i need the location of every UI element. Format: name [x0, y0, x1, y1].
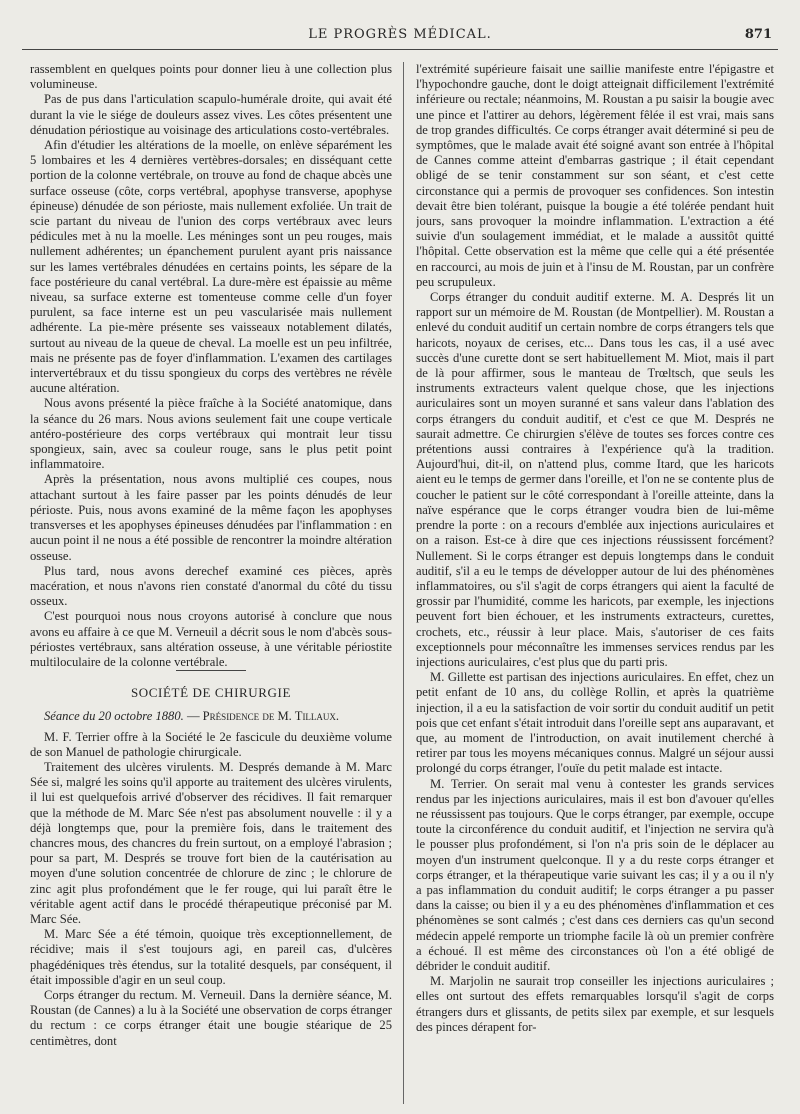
section-title: SOCIÉTÉ DE CHIRURGIE [130, 685, 292, 701]
paragraph: Après la présentation, nous avons multiplié ces coupes, nous attachant surtout à les faire passer par les points dénudés de leur périoste. Puis, nous avons examiné de la même façon les apophyses transverses et les apophyses épineuses dénudées par l'inflammation : en aucun point il ne nous a été possible de rencontrer la moindre altération osseuse. [30, 472, 392, 563]
left-column [30, 62, 392, 1104]
page-header [22, 24, 778, 50]
paragraph: Pas de pus dans l'articulation scapulo-humérale droite, qui avait été durant la vie le siége de douleurs assez vives. Les côtes présentent une dénudation périostique au voisinage des articulations costo-vertébrales. [30, 92, 392, 137]
journal-title: LE PROGRÈS MÉDICAL. [308, 27, 492, 42]
column-divider [403, 62, 404, 1104]
section-rule [176, 670, 246, 671]
paragraph: Traitement des ulcères virulents. M. Després demande à M. Marc Sée si, malgré les soins qu'il apporte au traitement des ulcères virulents, il lui est quelquefois arrivé d'observer des récidives. Il fait remarquer que la méthode de M. Marc Sée n'est pas absolument nouvelle : il y a déjà longtemps que, pour la première fois, dans le traitement des chancres mous, des chancres du frein surtout, on a employé l'abrasion ; pour sa part, M. Després se trouve fort bien de la cautérisation au moyen d'une solution concentrée de chlorure de zinc ; le chlorure de zinc agit plus profondément que le fer rouge, qui lui paraît être le véritable agent actif dans le procédé thérapeutique préconisé par M. Marc Sée. [30, 759, 392, 926]
paragraph: M. Marc Sée a été témoin, quoique très exceptionnellement, de récidive; mais il s'est toujours agi, en pareil cas, d'ulcères phagédéniques très étendus, sur la totalité desquels, par conséquent, il était impossible d'agir en un seul coup. [30, 927, 392, 987]
paragraph: Nous avons présenté la pièce fraîche à la Société anatomique, dans la séance du 26 mars. Nous avions seulement fait une coupe verticale antéro-postérieure des corps vertébraux qui montrait leur tissu spongieux, sain, avec sa couleur rouge, sans le plus petit point inflammatoire. [30, 396, 392, 472]
paragraph: C'est pourquoi nous nous croyons autorisé à conclure que nous avons eu affaire à ce que M. Verneuil a décrit sous le nom d'abcès sous-périostes vertébraux, sans altération osseuse, à une véritable périostite multiloculaire de la colonne vertébrale. [30, 609, 392, 669]
paragraph: M. Gillette est partisan des injections auriculaires. En effet, chez un petit enfant de 10 ans, du collège Rollin, et après la quatrième injection, il a eu la satisfaction de voir sortir du conduit auditif un petit pois que cet enfant s'était introduit dans l'oreille sept ans auparavant, et que, au moment de l'introduction, on avait inutilement cherché à retirer par tous les moyens mécaniques connus. Malgré un séjour aussi prolongé du corps étranger, l'ouïe du petit malade est intacte. [416, 670, 774, 776]
text-columns [30, 62, 774, 1104]
paragraph: l'extrémité supérieure faisait une saillie manifeste entre l'épigastre et l'hypochondre gauche, dont le doigt atteignait difficilement l'extrémité inférieure ou rectale; néanmoins, M. Roustan a pu saisir la bougie avec une pince et l'attirer au dehors, légèrement fêlée il est vrai, mais sans de trop grandes difficultés. Ce corps étranger avait déterminé si peu de symptômes, que le malade avait été soigné avant son entrée à l'hôpital de Cannes comme atteint d'embarras gastrique ; il était cependant obligé de se tenir constamment sur son séant, et c'est cette circonstance qui a permis de provoquer ses confidences. Son intestin devait être bien tolérant, puisque la bougie a été tolérée pendant huit jours, sans provoquer la moindre inflammation. L'extraction a été suivie d'un soulagement immédiat, et le malade a aussitôt quitté l'hôpital. Cette observation est la même que celle qui a été présentée en raccourci, au mois de juin et à l'insu de M. Roustan, par un confrère peu scrupuleux. [416, 62, 774, 289]
paragraph: Corps étranger du rectum. M. Verneuil. Dans la dernière séance, M. Roustan (de Cannes) a lu à la Société une observation de corps étranger du rectum : ce corps étranger était une bougie stéarique de 25 centimètres, dont [30, 987, 392, 1048]
right-column [416, 62, 774, 1104]
paragraph: Afin d'étudier les altérations de la moelle, on enlève séparément les 5 lombaires et les 4 dernières vertèbres-dorsales; en disséquant cette portion de la colonne vertébrale, on trouve au fond de chaque abcès une surface osseuse (côte, corps vertébral, apophyse transverse, apophyse épineuse) dénudée de son périoste, mais nullement exfoliée. Un trait de scie partant du niveau de l'union des corps vertébraux avec leurs pédicules met à nu la moelle. Les méninges sont un peu rouges, mais nullement adhérentes; un épanchement purulent ayant pris naissance sur les lames vertébrales dénudées en certains points, les sépare de la face postérieure du canal vertébral. La dure-mère est épaissie au même niveau, sa surface externe est tomenteuse comme celle d'un foyer purulent, sa face interne est un peu vascularisée mais nullement adhérente. La pie-mère présente ses vaisseaux notablement dilatés, surtout au niveau de la queue de cheval. La moelle est un peu infiltrée, mais ne présente pas de foyer d'inflammation. L'examen des cartilages intervertébraux et du tissu spongieux du corps des vertèbres ne révèle aucune altération. [30, 138, 392, 396]
session-date: Séance du 20 octobre 1880. [44, 709, 184, 724]
header-rule [22, 49, 778, 50]
paragraph: Corps étranger du conduit auditif externe. M. A. Després lit un rapport sur un mémoire de M. Roustan (de Montpellier). M. Roustan a enlevé du conduit auditif un certain nombre de corps étrangers tels que haricots, noyaux de cerises, etc... Dans tous les cas, il a usé avec succès d'une curette dont se sert habituellement M. Miot, mais il part de là pour affirmer, sous le manteau de Trœltsch, que seuls les instruments extracteurs valent quelque chose, que les injections auriculaires sont un moyen suranné et sans valeur dans l'ablation des corps étrangers du conduit auditif, et c'est ce que M. Després ne saurait admettre. Ce chirurgien s'élève de toutes ses forces contre ces prétentions aussi contraires à l'expérience qu'à la tradition. Aujourd'hui, dit-il, on n'attend plus, comme Itard, que les haricots aient eu le temps de germer dans l'oreille, et l'on ne se contente plus de coucher le patient sur le côté correspondant à l'oreille atteinte, dans la naïve espérance que le corps étranger voudra bien de lui-même prendre la porte : on a recours d'emblée aux injections auriculaires et on a raison. Est-ce à dire que ces injections réussissent forcément? Nullement. Si le corps étranger est depuis longtemps dans le conduit auditif, s'il a eu le temps de développer autour de lui des phénomènes inflammatoires, ou s'il s'agit de corps étrangers qui aient la faculté de grossir par l'humidité, comme les haricots, par exemple, les injections peuvent fort bien échouer, et les instruments extracteurs, curettes, crochets, etc., réussir à leur place. Mais, s'autoriser de ces faits exceptionnels pour méconnaître les immenses services rendus par les injections auriculaires, c'est plus que du parti pris. [416, 290, 774, 669]
paragraph: Plus tard, nous avons derechef examiné ces pièces, après macération, et nous n'avons rien constaté d'anormal du côté du tissu osseux. [30, 563, 392, 609]
paragraph: M. Marjolin ne saurait trop conseiller les injections auriculaires ; elles ont surtout des effets remarquables lorsqu'il s'agit de corps étrangers durs et glissants, de petits silex par exemple, et sur lesquels des pinces dérapent for- [416, 974, 774, 1034]
paragraph: M. F. Terrier offre à la Société le 2e fascicule du deuxième volume de son Manuel de pathologie chirurgicale. [30, 729, 392, 759]
session-presidency: — Présidence de M. Tillaux. [186, 709, 340, 724]
paragraph: rassemblent en quelques points pour donner lieu à une collection plus volumineuse. [30, 62, 392, 92]
paragraph: M. Terrier. On serait mal venu à contester les grands services rendus par les injections auriculaires, mais il est bon d'avouer qu'elles ne réussissent pas toujours. Que le corps étranger, par exemple, occupe toute la circonférence du conduit auditif, et l'injection ne servira qu'à le pousser plus profondément, si l'on n'a pris soin de le déplacer au moyen d'un instrument quelconque. Il y a du reste corps étranger et corps étranger, et la thérapeutique varie suivant les cas; il y a ou il n'y a pas inflammation du conduit auditif; le corps étranger a pu passer dans la caisse; ou bien il y a eu des phénomènes d'inflammation et ces phénomènes se sont calmés ; c'est dans ces derniers cas qu'un second médecin appelé remporte un triomphe facile là où un premier confrère a échoué. Il est même des circonstances où l'on a été obligé de débrider le conduit auditif. [416, 776, 774, 973]
page-number: 871 [744, 27, 772, 42]
session-line [30, 709, 392, 724]
